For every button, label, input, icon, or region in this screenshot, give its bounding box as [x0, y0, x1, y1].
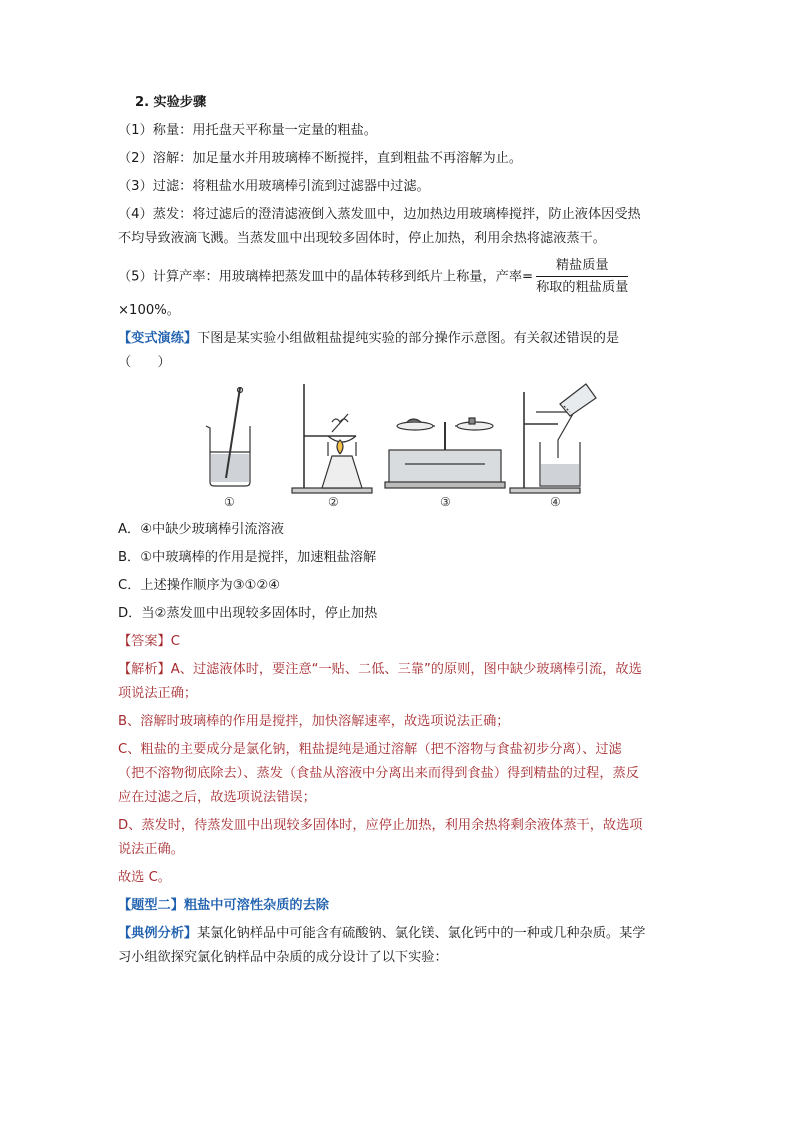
step-4-line-1: （4）蒸发：将过滤后的澄清滤液倒入蒸发皿中，边加热边用玻璃棒搅拌，防止液体因受热 — [118, 207, 641, 222]
option-b: B．①中玻璃棒的作用是搅拌，加速粗盐溶解 — [118, 550, 377, 565]
option-a: A．④中缺少玻璃棒引流溶液 — [118, 522, 284, 537]
step-1: （1）称量：用托盘天平称量一定量的粗盐。 — [118, 123, 377, 138]
fraction-denominator: 称取的粗盐质量 — [536, 280, 629, 295]
analysis-tag: 【解析】 — [118, 662, 171, 677]
answer-line — [118, 632, 678, 651]
answer-tag: 【答案】 — [118, 634, 171, 649]
analysis-c-line-2: （把不溶物彻底除去）、蒸发（食盐从溶液中分离出来而得到食盐）得到精盐的过程，蒸反 — [118, 766, 639, 781]
figure-label-2: ② — [328, 495, 339, 509]
topic2-heading — [118, 896, 678, 915]
figure-label-1: ① — [224, 495, 235, 509]
example-tag: 【典例分析】 — [118, 926, 198, 941]
example-line-1 — [118, 924, 678, 943]
document-page — [118, 93, 678, 976]
figure-label-3: ③ — [440, 495, 451, 509]
option-c: C．上述操作顺序为③①②④ — [118, 578, 280, 593]
apparatus-diagram — [200, 382, 600, 510]
steps-heading — [118, 93, 678, 112]
step-5-prefix: （5）计算产率：用玻璃棒把蒸发皿中的晶体转移到纸片上称量，产率= — [118, 269, 534, 285]
step-3: （3）过滤：将粗盐水用玻璃棒引流到过滤器中过滤。 — [118, 179, 430, 194]
exercise-question — [118, 329, 678, 348]
analysis-d-line-2: 说法正确。 — [118, 842, 184, 857]
step-4-line-2: 不均导致液滴飞溅。当蒸发皿中出现较多固体时，停止加热，利用余热将滤液蒸干。 — [118, 231, 606, 246]
analysis-a-line-1 — [118, 660, 678, 679]
apparatus-figure — [118, 382, 678, 512]
analysis-c-line-3: 应在过滤之后，故选项说法错误； — [118, 790, 316, 805]
evaporation-drawing — [292, 384, 372, 493]
exercise-tag: 【变式演练】 — [118, 331, 198, 346]
figure-label-4: ④ — [550, 495, 561, 509]
balance-drawing — [385, 418, 505, 488]
answer-value: C — [170, 634, 180, 649]
option-d: D．当②蒸发皿中出现较多固体时，停止加热 — [118, 606, 378, 621]
step-2: （2）溶解：加足量水并用玻璃棒不断搅拌，直到粗盐不再溶解为止。 — [118, 151, 523, 166]
step-5 — [118, 257, 678, 296]
analysis-b: B、溶解时玻璃棒的作用是搅拌，加快溶解速率，故选项说法正确； — [118, 714, 510, 729]
analysis-c-line-1: C、粗盐的主要成分是氯化钠，粗盐提纯是通过溶解（把不溶物与食盐初步分离）、过滤 — [118, 742, 622, 757]
step-5-suffix: ×100%。 — [118, 303, 180, 318]
steps-heading-text: 实验步骤 — [153, 95, 207, 110]
steps-heading-number: 2. — [135, 95, 150, 110]
fraction-numerator: 精盐质量 — [536, 257, 628, 277]
topic2-tag: 【题型二】 — [118, 898, 184, 913]
analysis-a-line-2: 项说法正确； — [118, 686, 198, 701]
analysis-d-line-1: D、蒸发时，待蒸发皿中出现较多固体时，应停止加热，利用余热将剩余液体蒸干，故选项 — [118, 818, 643, 833]
example-line-2: 习小组欲探究氯化钠样品中杂质的成分设计了以下实验： — [118, 950, 448, 965]
yield-fraction — [536, 257, 628, 296]
analysis-a-text: A、过滤液体时，要注意“一贴、二低、三靠”的原则，图中缺少玻璃棒引流，故选 — [170, 662, 642, 677]
conclusion: 故选 C。 — [118, 870, 171, 885]
beaker-stirring-drawing — [206, 388, 250, 487]
exercise-question-text: 下图是某实验小组做粗盐提纯实验的部分操作示意图。有关叙述错误的是 — [197, 331, 620, 346]
topic2-title: 粗盐中可溶性杂质的去除 — [183, 898, 329, 913]
filtration-drawing — [510, 384, 596, 493]
example-text-1: 某氯化钠样品中可能含有硫酸钠、氯化镁、氯化钙中的一种或几种杂质。某学 — [197, 926, 646, 941]
exercise-paren: （ ） — [118, 355, 171, 370]
